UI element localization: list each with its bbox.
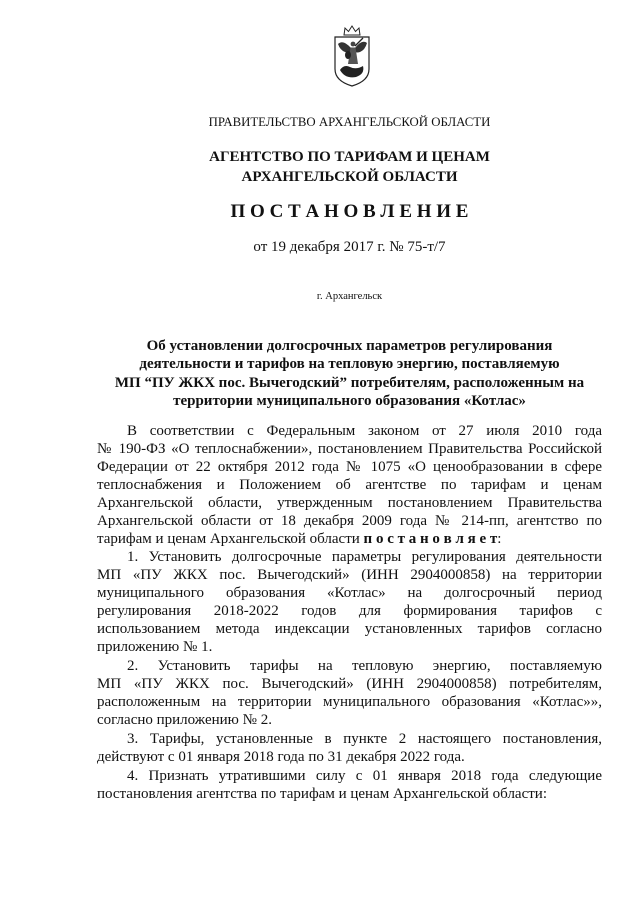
clause-3-line: действуют с 01 января 2018 года по 31 декабря 2022 года. (97, 749, 465, 765)
clause-1-line: 1. Установить долгосрочные параметры регулирования деятельности (127, 549, 602, 565)
document-date-number: от 19 декабря 2017 г. № 75-т/7 (253, 239, 446, 255)
title-line: территории муниципального образования «Котлас» (173, 392, 526, 409)
preamble-line: В соответствии с Федеральным законом от 27 июля 2010 года (127, 423, 602, 439)
decree-colon: : (497, 531, 502, 547)
preamble-line: Федерации от 22 октября 2012 года № 1075 «О ценообразовании в сфере (97, 459, 602, 475)
government-name: ПРАВИТЕЛЬСТВО АРХАНГЕЛЬСКОЙ ОБЛАСТИ (208, 115, 491, 129)
title-line: деятельности и тарифов на тепловую энергию, поставляемую (139, 356, 560, 373)
clause-2-line: согласно приложению № 2. (97, 712, 272, 728)
clause-2-line: расположенным на территории муниципального образования «Котлас»», (97, 694, 602, 710)
document-title (97, 337, 602, 410)
clause-1-line: регулирования 2018-2022 годов для формирования тарифов с (97, 603, 602, 619)
agency-name (97, 148, 602, 187)
title-line: МП “ПУ ЖКХ пос. Вычегодский” потребителям, расположенным на (114, 374, 585, 391)
preamble-closing-text: тарифам и ценам Архангельской области (97, 531, 360, 547)
clause-1-line: муниципального образования «Котлас» на долгосрочный период (97, 585, 602, 601)
document-body (97, 422, 602, 803)
preamble-closing-line (97, 530, 602, 548)
clause-4-line: постановления агентства по тарифам и ценам Архангельской области: (97, 786, 547, 802)
clause-2-line: 2. Установить тарифы на тепловую энергию, поставляемую (127, 658, 602, 674)
agency-name-line-1: АГЕНТСТВО ПО ТАРИФАМ И ЦЕНАМ (209, 149, 490, 165)
preamble-line: Архангельской области от 18 декабря 2009 года № 214-пп, агентство по (97, 513, 602, 529)
clause-1-line: использованием метода индексации установленных тарифов согласно (97, 621, 602, 637)
preamble-paragraph (97, 422, 602, 548)
preamble-line: Архангельской области, утвержденным постановлением Правительства (97, 495, 602, 511)
clause-1-line: приложению № 1. (97, 639, 213, 655)
coat-of-arms-icon (330, 24, 374, 88)
agency-name-line-2: АРХАНГЕЛЬСКОЙ ОБЛАСТИ (241, 168, 458, 185)
title-line: Об установлении долгосрочных параметров регулирования (146, 338, 553, 354)
clause-2 (97, 657, 602, 729)
clause-3-line: 3. Тарифы, установленные в пункте 2 настоящего постановления, (127, 731, 602, 747)
clause-2-line: МП «ПУ ЖКХ пос. Вычегодский» (ИНН 2904000858) потребителям, (97, 676, 602, 692)
clause-1-line: МП «ПУ ЖКХ пос. Вычегодский» (ИНН 2904000858) на территории (97, 567, 602, 583)
document-city: г. Архангельск (316, 291, 383, 302)
clause-4-line: 4. Признать утратившими силу с 01 января 2018 года следующие (127, 768, 602, 784)
preamble-line: № 190-ФЗ «О теплоснабжении», постановлением Правительства Российской (97, 441, 602, 457)
document-type: П О С Т А Н О В Л Е Н И Е (230, 201, 469, 222)
clause-4 (97, 767, 602, 803)
clause-3 (97, 730, 602, 766)
decree-word: п о с т а н о в л я е т (363, 531, 498, 547)
preamble-line: теплоснабжения и Положением об агентстве по тарифам и ценам (97, 477, 602, 493)
clause-1 (97, 548, 602, 656)
